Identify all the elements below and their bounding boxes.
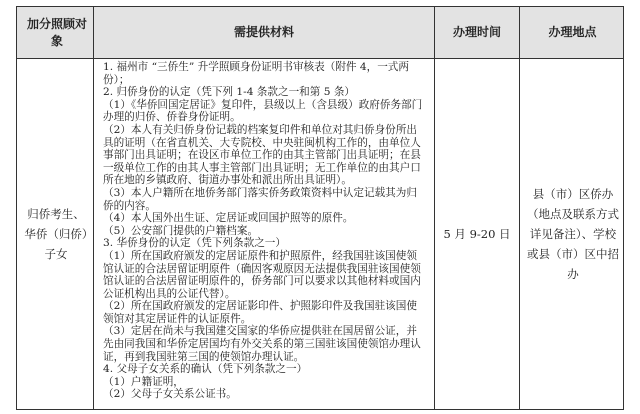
material-item: （2）所在国政府颁发的定居证影印件、护照影印件及我国驻该国使领馆对其定居证件的认证原件。 (103, 300, 417, 325)
column-divider (434, 7, 435, 409)
material-item: （3）本人户籍所在地侨务部门落实侨务政策资料中认定记载其为归侨的内容。 (103, 186, 417, 212)
cell-target: 归侨考生、华侨（归侨）子女 (24, 207, 88, 261)
column-divider (93, 7, 94, 409)
cell-time: 5 月 9-20 日 (443, 227, 511, 241)
header-target: 加分照顾对象 (26, 16, 87, 48)
material-item: （2）父母子女关系公证书。 (103, 388, 237, 401)
material-item: （1）所在国政府颁发的定居证原件和护照原件，经我国驻该国使领馆认证的合法居留证明原件（确因客观原因无法提供我国驻该国使领馆认证的合法居留证明原件的，侨务部门可以要求以其他材料或国内公证机构出具的公证代替）。 (103, 249, 421, 300)
requirements-table (16, 6, 624, 410)
material-item: 3. 华侨身份的认定（凭下列条款之一） (103, 237, 286, 250)
column-divider (519, 7, 520, 409)
material-item: 1. 福州市 “三侨生” 升学照顾身份证明书审核表（附件 4，一式两份）； (103, 61, 409, 86)
material-item: 2. 归侨身份的认定（凭下列 1-4 条款之一和第 5 条） (103, 86, 356, 99)
material-item: （2）本人有关归侨身份记载的档案复印件和单位对其归侨身份所出具的证明（在省直机关、大专院校、中央驻闽机构工作的，由单位人事部门出具证明；在设区市单位工作的由其主管部门出具证明；在县一级单位工作的由其人事主管部门出具证明；无工作单位的由其户口所在地的乡镇政府、街道办事处和派出所出具证明）。 (103, 123, 421, 187)
cell-place: 县（市）区侨办（地点及联系方式详见备注）、学校或县（市）区中招办 (527, 187, 619, 281)
material-item: （1）《华侨回国定居证》复印件，县级以上（含县级）政府侨务部门办理的归侨、侨眷身份证明。 (103, 98, 423, 124)
header-time: 办理时间 (452, 25, 501, 39)
header-place: 办理地点 (548, 25, 597, 39)
material-item: （5）公安部门提供的户籍档案。 (103, 224, 259, 237)
materials-list (103, 61, 425, 401)
material-item: （1）户籍证明， (103, 375, 184, 388)
material-item: （3）定居在尚未与我国建交国家的华侨应提供驻在国居留公证，并先由同我国和华侨定居国均有外交关系的第三国驻该国使领馆办理认证，再到我国驻第三国的使领馆办理认证。 (103, 325, 421, 363)
header-materials: 需提供材料 (233, 25, 294, 39)
material-item: （4）本人国外出生证、定居证或回国护照等的原件。 (103, 212, 354, 225)
material-item: 4. 父母子女关系的确认（凭下列条款之一） (103, 363, 308, 376)
